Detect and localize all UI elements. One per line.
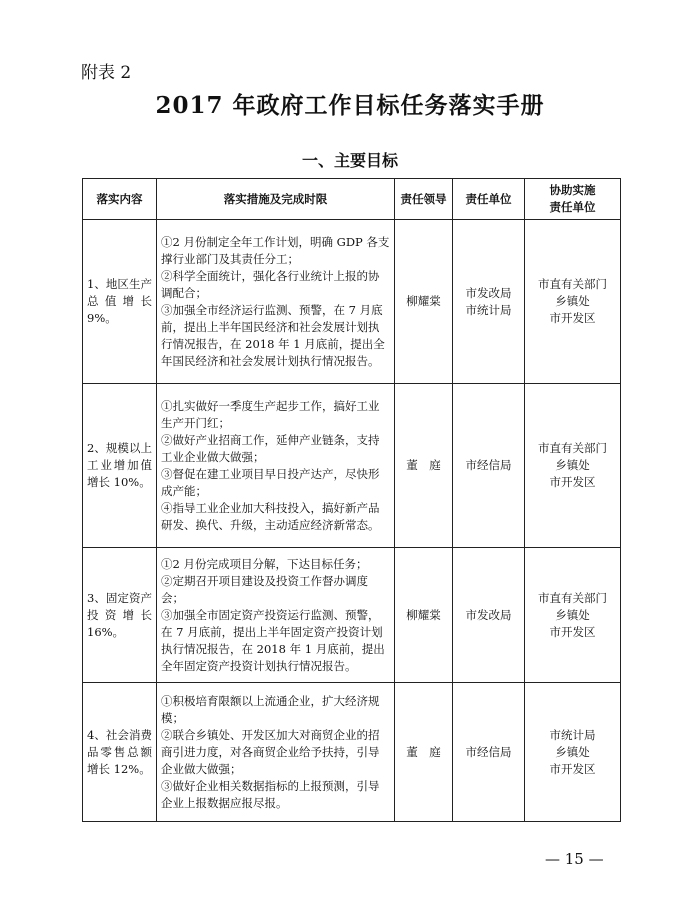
measure-item: ③督促在建工业项目早日投产达产，尽快形成产能；: [161, 466, 380, 498]
assist-unit: 市开发区: [549, 475, 596, 489]
measure-item: ①2 月份完成项目分解，下达目标任务；: [161, 556, 368, 571]
measure-item: ①2 月份制定全年工作计划，明确 GDP 各支撑行业部门及其责任分工；: [161, 234, 390, 266]
task-measures: [157, 384, 395, 548]
measure-item: ②做好产业招商工作，延伸产业链条，支持工业企业做大做强；: [161, 432, 380, 464]
responsible-unit: [453, 384, 525, 548]
responsible-leader: 董 庭: [395, 384, 453, 548]
measure-item: ①扎实做好一季度生产起步工作，搞好工业生产开门红；: [161, 398, 380, 430]
assist-unit: 市开发区: [549, 311, 596, 325]
assisting-units: [525, 220, 621, 384]
table-row: [83, 384, 621, 548]
header-unit: 责任单位: [453, 179, 525, 220]
header-leader: 责任领导: [395, 179, 453, 220]
responsible-leader: 柳耀棠: [395, 220, 453, 384]
header-assist-line1: 协助实施: [549, 183, 596, 197]
assist-unit: 市开发区: [549, 624, 596, 639]
unit-name: 市统计局: [465, 302, 512, 317]
task-content: 1、地区生产总值增长 9%。: [83, 220, 157, 384]
measure-item: ②定期召开项目建设及投资工作督办调度会；: [161, 573, 368, 605]
assist-unit: 市直有关部门: [538, 441, 607, 455]
measure-item: ③做好企业相关数据指标的上报预测，引导企业上报数据应报尽报。: [161, 778, 380, 810]
header-measures: 落实措施及完成时限: [157, 179, 395, 220]
task-content: 4、社会消费品零售总额增长 12%。: [83, 683, 157, 822]
task-table: [82, 178, 621, 822]
assisting-units: [525, 683, 621, 822]
task-measures: [157, 548, 395, 683]
assist-unit: 乡镇处: [555, 294, 590, 308]
assist-unit: 市直有关部门: [538, 277, 607, 291]
section-title: 一、主要目标: [301, 151, 398, 170]
measure-item: ④指导工业企业加大科技投入，搞好新产品研发、换代、升级，主动适应经济新常态。: [161, 500, 380, 532]
responsible-leader: 董 庭: [395, 683, 453, 822]
task-content: 3、固定资产投资增长 16%。: [83, 548, 157, 683]
unit-name: 市经信局: [465, 458, 512, 472]
task-measures: [157, 683, 395, 822]
unit-name: 市经信局: [465, 744, 512, 759]
measure-item: ③加强全市固定资产投资运行监测、预警，在 7 月底前，提出上半年固定资产投资计划执行情况报告，在 2018 年 1 月底前，提出全年固定资产投资计划执行情况报告。: [161, 607, 385, 673]
measure-item: ①积极培育限额以上流通企业，扩大经济规模；: [161, 693, 380, 725]
assist-unit: 市统计局: [549, 727, 596, 742]
table-row: [83, 548, 621, 683]
table-row: [83, 683, 621, 822]
responsible-leader: 柳耀棠: [395, 548, 453, 683]
assisting-units: [525, 548, 621, 683]
appendix-label: 附表 2: [81, 63, 132, 83]
responsible-unit: [453, 683, 525, 822]
task-measures: [157, 220, 395, 384]
assist-unit: 乡镇处: [555, 607, 590, 622]
measure-item: ②联合乡镇处、开发区加大对商贸企业的招商引进力度，对各商贸企业给予扶持，引导企业做大做强；: [161, 727, 380, 776]
measure-item: ③加强全市经济运行监测、预警，在 7 月底前，提出上半年国民经济和社会发展计划执行情况报告，在 2018 年 1 月底前，提出全年国民经济和社会发展计划执行情况报告。: [161, 302, 385, 368]
assisting-units: [525, 384, 621, 548]
document-title: 2017 年政府工作目标任务落实手册: [155, 92, 545, 119]
measure-item: ②科学全面统计，强化各行业统计上报的协调配合；: [161, 268, 380, 300]
responsible-unit: [453, 220, 525, 384]
assist-unit: 市直有关部门: [538, 590, 607, 605]
unit-name: 市发改局: [465, 285, 512, 300]
assist-unit: 市开发区: [549, 761, 596, 776]
assist-unit: 乡镇处: [555, 458, 590, 472]
table-header-row: [83, 179, 621, 220]
page-number: — 15 —: [545, 850, 604, 868]
header-assist-line2: 责任单位: [549, 200, 596, 214]
assist-unit: 乡镇处: [555, 744, 590, 759]
task-content: 2、规模以上工业增加值增长 10%。: [83, 384, 157, 548]
table-row: [83, 220, 621, 384]
unit-name: 市发改局: [465, 607, 512, 622]
header-assist: [525, 179, 621, 220]
responsible-unit: [453, 548, 525, 683]
header-content: 落实内容: [83, 179, 157, 220]
